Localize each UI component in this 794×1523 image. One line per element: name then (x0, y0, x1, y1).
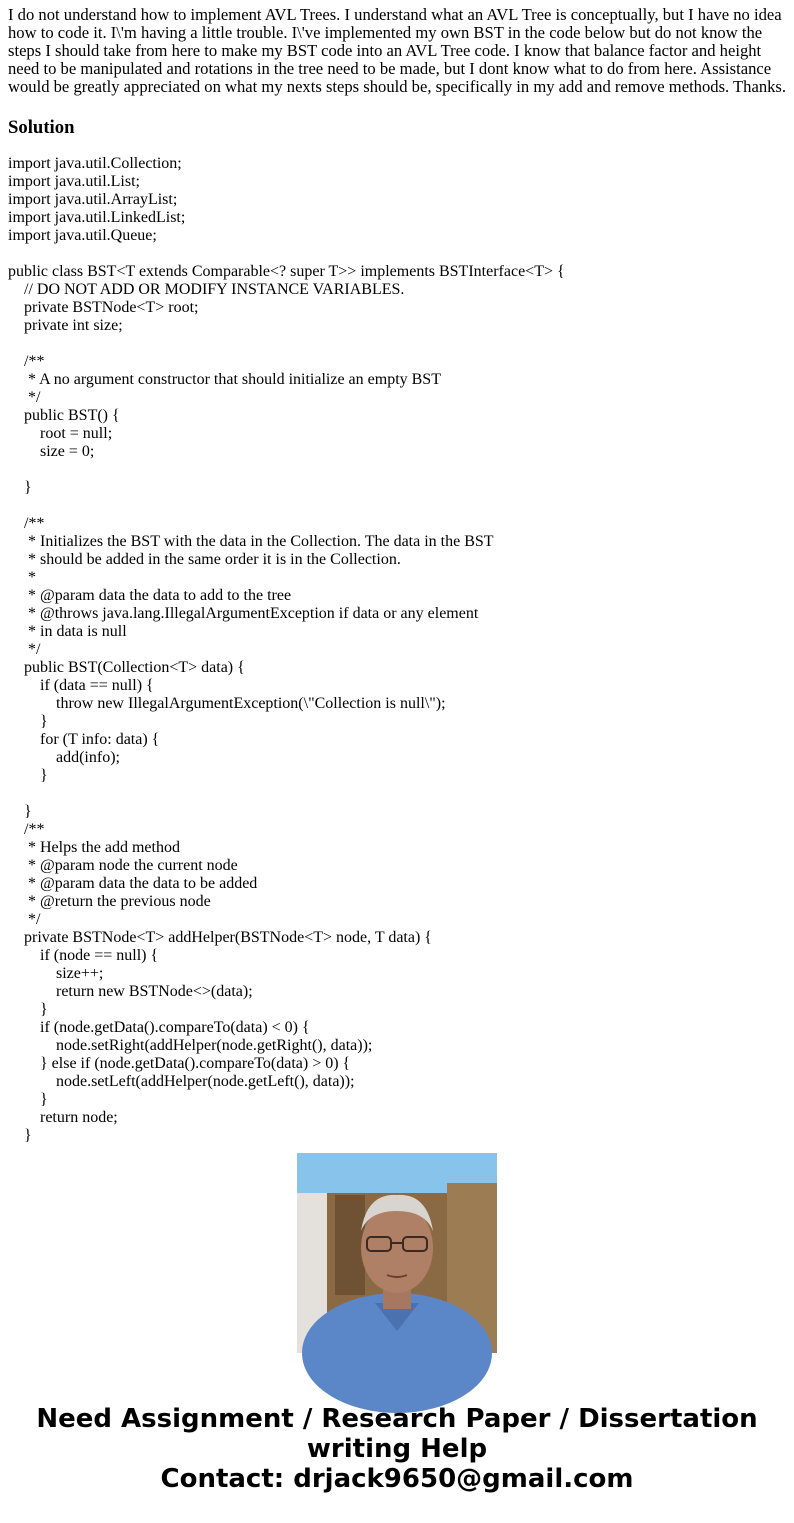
question-text: I do not understand how to implement AVL Trees. I understand what an AVL Tree is conceptually, but I have no idea how to code it. I\'m having a little trouble. I\'ve implemented my own BST in the code below but do not know the steps I should take from here to make my BST code into an AVL Tree code. I know that balance factor and height need to be manipulated and rotations in the tree need to be made, but I dont know what to do from here. Assistance would be greatly appreciated on what my nexts steps should be, specifically in my add and remove methods. Thanks. (8, 5, 787, 96)
code-window (0, 155, 794, 1144)
author-avatar (297, 1153, 497, 1353)
promo-contact: Contact: drjack9650@gmail.com (160, 1464, 634, 1494)
person-photo-icon (297, 1153, 497, 1353)
promo-banner (0, 1404, 794, 1494)
promo-line-2: writing Help (306, 1434, 488, 1464)
solution-code: import java.util.Collection; import java.util.List; import java.util.ArrayList; import java.util.LinkedList; import java.util.Queue; public class BST<T extends Comparable<? super T>> implements BSTInterface<T> { // DO NOT ADD OR MODIFY INSTANCE VARIABLES. private BSTNode<T> root; private int size; /** * A no argument constructor that should initialize an empty BST */ public BST() { root = null; size = 0; } /** * Initializes the BST with the data in the Collection. The data in the BST * should be added in the same order it is in the Collection. * * @param data the data to add to the tree * @throws java.lang.IllegalArgumentException if data or any element * in data is null */ public BST(Collection<T> data) { if (data == null) { throw new IllegalArgumentException(\"Collection is null\"); } for (T info: data) { add(info); } } /** * Helps the add method * @param node the current node * @param data the data to be added * @return the previous node */ private BSTNode<T> addHelper(BSTNode<T> node, T data) { if (node == null) { size++; return new BSTNode<>(data); } if (node.getData().compareTo(data) < 0) { node.setRight(addHelper(node.getRight(), data)); } else if (node.getData().compareTo(data) > 0) { node.setLeft(addHelper(node.getLeft(), data)); } return node; } (8, 155, 565, 1144)
solution-heading: Solution (8, 117, 75, 138)
promo-line-1: Need Assignment / Research Paper / Dissertation (36, 1404, 758, 1434)
